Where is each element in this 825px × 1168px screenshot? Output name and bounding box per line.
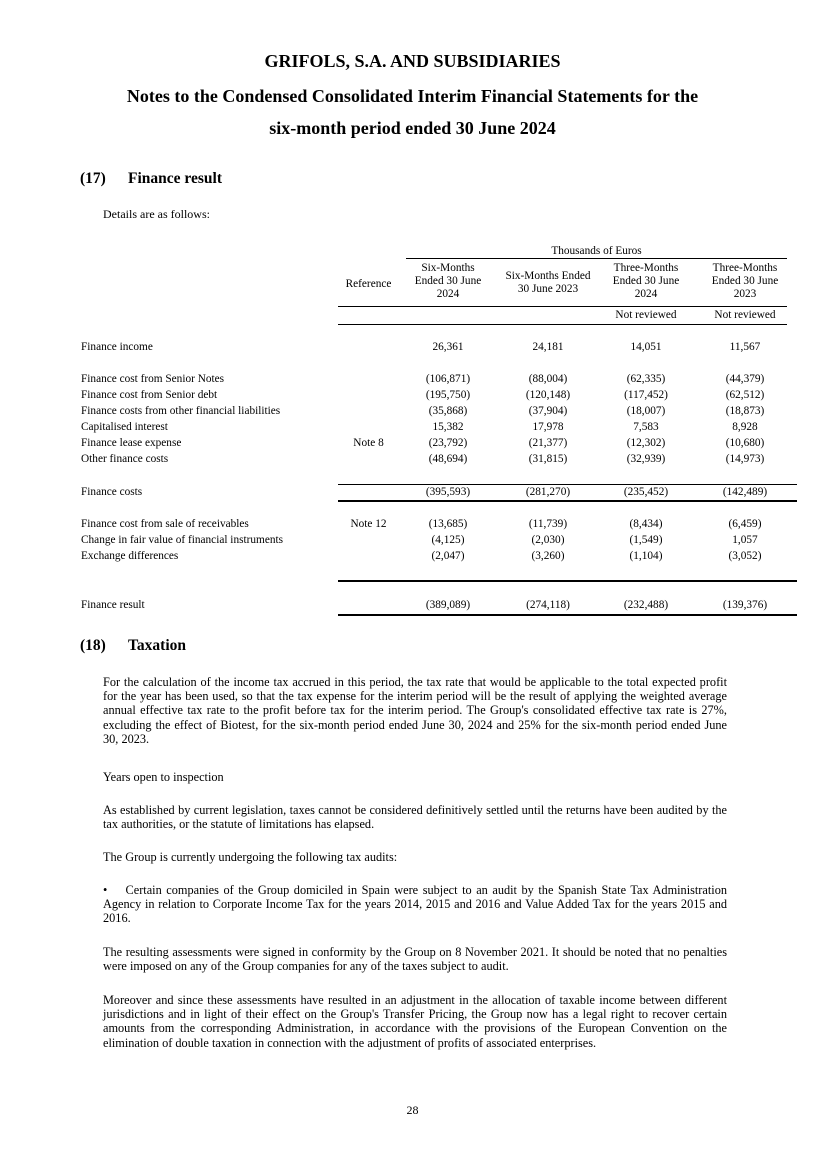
row-value-six-months-2024: (4,125): [431, 534, 465, 546]
col-header-rule: [338, 306, 787, 307]
row-value-three-months-2024: (8,434): [629, 518, 663, 530]
row-value-three-months-2024: 14,051: [630, 341, 662, 353]
row-value-three-months-2023: (14,973): [725, 453, 765, 465]
col-header-3: Three-Months Ended 30 June 2024: [612, 262, 680, 300]
section-17-number: (17): [80, 170, 106, 187]
finance-result-bottom-rule: [338, 614, 797, 616]
row-value-three-months-2023: (139,376): [722, 599, 768, 611]
col-header-1: Six-Months Ended 30 June 2024: [414, 262, 482, 300]
row-value-three-months-2024: (235,452): [623, 486, 669, 498]
finance-result-top-rule: [338, 580, 797, 582]
row-label: Finance lease expense: [81, 437, 182, 449]
row-value-six-months-2024: (195,750): [425, 389, 471, 401]
row-value-six-months-2023: (274,118): [526, 599, 570, 611]
row-label: Finance result: [81, 599, 145, 611]
unit-header: Thousands of Euros: [551, 245, 642, 257]
row-value-six-months-2023: (11,739): [528, 518, 568, 530]
not-reviewed-3: Not reviewed: [615, 309, 677, 321]
row-value-six-months-2023: 24,181: [532, 341, 564, 353]
row-label: Finance cost from Senior Notes: [81, 373, 225, 385]
document-title-line2: six-month period ended 30 June 2024: [269, 118, 556, 138]
row-value-six-months-2024: (13,685): [428, 518, 468, 530]
taxation-subheading-years-open: Years open to inspection: [103, 770, 224, 784]
section-17-title: Finance result: [128, 170, 222, 187]
row-label: Exchange differences: [81, 550, 179, 562]
row-label: Finance cost from sale of receivables: [81, 518, 249, 530]
section-18-title: Taxation: [128, 637, 187, 654]
row-value-three-months-2023: 11,567: [729, 341, 761, 353]
row-value-three-months-2024: (32,939): [626, 453, 666, 465]
row-value-six-months-2023: (281,270): [525, 486, 571, 498]
taxation-bullet-1: • Certain companies of the Group domiciled in Spain were subject to an audit by the Spanish State Tax Administration Agency in relation to Corporate Income Tax for the years 2014, 2015 and 2016 and Value Added Tax for the years 2015 and 2016.: [103, 883, 727, 926]
row-value-six-months-2023: (31,815): [528, 453, 568, 465]
section-17-heading: [80, 170, 222, 188]
row-value-three-months-2023: 8,928: [732, 421, 758, 433]
row-label: Finance income: [81, 341, 153, 353]
finance-costs-top-rule: [338, 484, 797, 485]
row-value-six-months-2023: (2,030): [531, 534, 565, 546]
row-value-six-months-2023: 17,978: [532, 421, 564, 433]
row-value-three-months-2023: 1,057: [732, 534, 758, 546]
row-label: Finance cost from Senior debt: [81, 389, 218, 401]
row-value-six-months-2024: 15,382: [432, 421, 464, 433]
row-label: Change in fair value of financial instruments: [81, 534, 284, 546]
row-value-six-months-2024: (35,868): [428, 405, 468, 417]
row-value-three-months-2023: (6,459): [728, 518, 762, 530]
row-value-three-months-2024: (232,488): [623, 599, 669, 611]
taxation-paragraph-1: For the calculation of the income tax accrued in this period, the tax rate that would be applicable to the total expected profit for the year has been used, so that the tax expense for the interim period will be the result of applying the weighted average annual effective tax rate to the profit before tax for the interim period. The Group's consolidated effective tax rate is 27%, excluding the effect of Biotest, for the six-month period ended June 30, 2024 and 25% for the six-month period ended June 30, 2023.: [103, 675, 727, 746]
row-value-three-months-2024: (12,302): [626, 437, 666, 449]
row-value-six-months-2024: (23,792): [428, 437, 468, 449]
row-value-three-months-2023: (18,873): [725, 405, 765, 417]
row-value-six-months-2023: (21,377): [528, 437, 568, 449]
row-value-six-months-2024: (106,871): [425, 373, 471, 385]
not-reviewed-4: Not reviewed: [714, 309, 776, 321]
row-value-three-months-2024: (62,335): [626, 373, 666, 385]
row-label: Capitalised interest: [81, 421, 168, 433]
row-label: Other finance costs: [81, 453, 169, 465]
unit-header-rule: [406, 258, 787, 259]
taxation-paragraph-5: Moreover and since these assessments have resulted in an adjustment in the allocation of taxable income between different jurisdictions and in light of their effect on the Group's Transfer Pricing, the Group now has a legal right to recover certain amounts from the corresponding Administration, in accordance with the provisions of the European Convention on the elimination of double taxation in connection with the adjustment of profits of associated enterprises.: [103, 993, 727, 1050]
taxation-paragraph-2: As established by current legislation, taxes cannot be considered definitively settled until the returns have been audited by the tax authorities, or the statute of limitations has elapsed.: [103, 803, 727, 832]
row-value-six-months-2024: (395,593): [425, 486, 471, 498]
row-value-six-months-2023: (88,004): [528, 373, 568, 385]
row-reference: Note 8: [353, 437, 384, 449]
row-value-three-months-2024: (117,452): [624, 389, 668, 401]
finance-costs-bottom-rule: [338, 500, 797, 502]
col-header-reference: Reference: [345, 278, 392, 290]
row-reference: Note 12: [350, 518, 387, 530]
taxation-paragraph-4: The resulting assessments were signed in conformity by the Group on 8 November 2021. It should be noted that no penalties were imposed on any of the Group companies for any of the taxes subject to audit.: [103, 945, 727, 974]
row-value-three-months-2023: (62,512): [725, 389, 765, 401]
section-18-heading: [80, 637, 186, 655]
row-value-six-months-2024: (48,694): [428, 453, 468, 465]
col-header-4: Three-Months Ended 30 June 2023: [711, 262, 779, 300]
row-label: Finance costs: [81, 486, 143, 498]
page-number: 28: [406, 1103, 419, 1117]
row-value-three-months-2023: (3,052): [728, 550, 762, 562]
row-value-six-months-2023: (120,148): [525, 389, 571, 401]
row-value-three-months-2024: (1,549): [629, 534, 663, 546]
company-name: GRIFOLS, S.A. AND SUBSIDIARIES: [264, 51, 561, 71]
row-value-three-months-2024: 7,583: [633, 421, 659, 433]
taxation-paragraph-3: The Group is currently undergoing the following tax audits:: [103, 850, 398, 864]
document-title-line1: Notes to the Condensed Consolidated Interim Financial Statements for the: [126, 86, 699, 106]
row-value-six-months-2023: (3,260): [531, 550, 565, 562]
row-value-three-months-2023: (10,680): [725, 437, 765, 449]
row-value-three-months-2024: (1,104): [629, 550, 663, 562]
section-18-number: (18): [80, 637, 106, 654]
row-value-six-months-2024: (389,089): [425, 599, 471, 611]
row-value-six-months-2023: (37,904): [528, 405, 568, 417]
row-value-three-months-2023: (44,379): [725, 373, 765, 385]
col-header-2: Six-Months Ended 30 June 2023: [505, 270, 591, 295]
row-value-six-months-2024: (2,047): [431, 550, 465, 562]
row-value-three-months-2024: (18,007): [626, 405, 666, 417]
not-reviewed-rule: [338, 324, 787, 325]
row-label: Finance costs from other financial liabilities: [81, 405, 281, 417]
row-value-three-months-2023: (142,489): [722, 486, 768, 498]
section-17-intro: Details are as follows:: [103, 207, 210, 221]
row-value-six-months-2024: 26,361: [432, 341, 464, 353]
